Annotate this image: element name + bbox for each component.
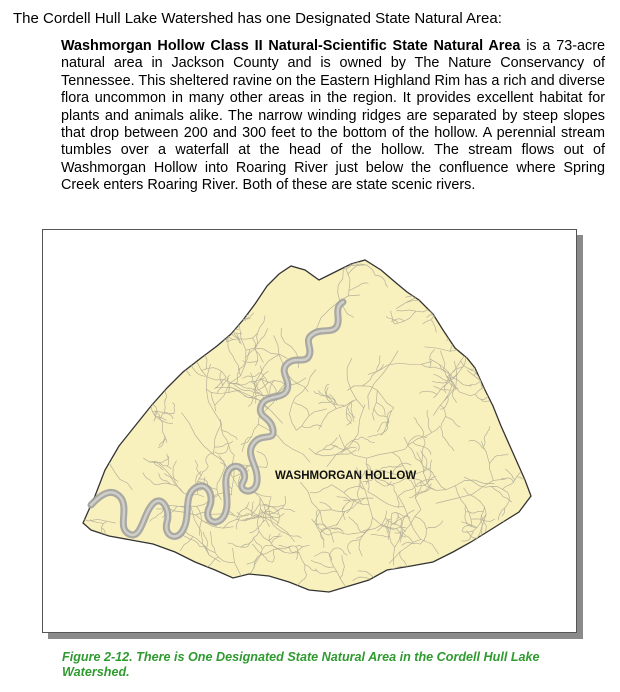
stream-line bbox=[520, 525, 532, 556]
stream-line bbox=[488, 349, 492, 390]
stream-line bbox=[486, 608, 497, 612]
natural-area-title: Washmorgan Hollow Class II Natural-Scientific State Natural Area bbox=[61, 38, 521, 54]
stream-line bbox=[446, 318, 500, 340]
stream-line bbox=[335, 616, 343, 634]
stream-line bbox=[491, 242, 505, 250]
stream-line bbox=[174, 579, 200, 601]
stream-line bbox=[178, 344, 191, 358]
stream-line bbox=[456, 277, 468, 288]
stream-line bbox=[464, 582, 479, 599]
stream-line bbox=[178, 606, 186, 629]
stream-line bbox=[442, 301, 456, 321]
stream-line bbox=[487, 599, 492, 611]
stream-line bbox=[452, 308, 455, 322]
stream-line bbox=[169, 565, 177, 583]
stream-line bbox=[162, 596, 187, 601]
stream-line bbox=[187, 612, 194, 634]
stream-line bbox=[145, 570, 149, 587]
stream-line bbox=[488, 260, 500, 280]
stream-line bbox=[156, 628, 176, 631]
stream-line bbox=[437, 265, 459, 270]
stream-line bbox=[424, 230, 478, 282]
stream-line bbox=[226, 300, 228, 323]
stream-line bbox=[101, 401, 113, 434]
intro-text: The Cordell Hull Lake Watershed has one Designated State Natural Area: bbox=[13, 10, 502, 27]
stream-line bbox=[474, 573, 482, 612]
stream-line bbox=[480, 268, 502, 276]
stream-line bbox=[166, 587, 200, 616]
stream-line bbox=[149, 553, 154, 569]
stream-line bbox=[470, 275, 495, 309]
stream-line bbox=[447, 264, 457, 306]
stream-line bbox=[414, 276, 426, 296]
stream-line bbox=[486, 560, 499, 571]
stream-line bbox=[217, 324, 231, 328]
stream-line bbox=[501, 376, 503, 396]
stream-line bbox=[501, 612, 513, 613]
stream-line bbox=[335, 241, 345, 258]
stream-line bbox=[494, 267, 530, 287]
stream-line bbox=[399, 574, 423, 607]
stream-line bbox=[223, 303, 246, 306]
stream-line bbox=[459, 295, 481, 301]
stream-line bbox=[209, 304, 221, 314]
stream-line bbox=[470, 271, 496, 305]
stream-line bbox=[197, 618, 202, 635]
natural-area-paragraph bbox=[61, 38, 605, 195]
stream-line bbox=[483, 267, 498, 284]
stream-line bbox=[433, 566, 444, 571]
stream-line bbox=[493, 254, 501, 268]
stream-line bbox=[482, 601, 494, 605]
stream-line bbox=[160, 285, 215, 336]
stream-line bbox=[177, 619, 196, 629]
stream-line bbox=[412, 569, 423, 576]
stream-line bbox=[111, 413, 124, 427]
stream-line bbox=[480, 596, 491, 614]
stream-line bbox=[348, 618, 366, 634]
stream-line bbox=[113, 547, 129, 553]
stream-line bbox=[444, 287, 458, 303]
stream-line bbox=[500, 557, 513, 571]
stream-line bbox=[455, 305, 463, 317]
stream-line bbox=[225, 609, 248, 634]
stream-line bbox=[495, 321, 505, 333]
stream-line bbox=[197, 578, 225, 634]
stream-line bbox=[530, 255, 545, 274]
stream-line bbox=[198, 630, 222, 634]
stream-line bbox=[161, 630, 167, 634]
stream-line bbox=[502, 521, 520, 524]
stream-line bbox=[184, 324, 191, 366]
stream-line bbox=[492, 316, 521, 323]
stream-line bbox=[457, 273, 470, 298]
stream-line bbox=[360, 592, 366, 615]
stream-line bbox=[122, 569, 138, 574]
stream-line bbox=[159, 616, 181, 622]
stream-line bbox=[485, 598, 486, 611]
natural-area-polygon bbox=[83, 260, 531, 592]
stream-line bbox=[474, 604, 483, 613]
stream-line bbox=[452, 271, 460, 290]
stream-line bbox=[71, 405, 92, 414]
stream-line bbox=[474, 348, 499, 376]
stream-line bbox=[437, 259, 459, 289]
stream-line bbox=[71, 373, 99, 404]
stream-line bbox=[491, 246, 494, 275]
stream-line bbox=[176, 610, 205, 630]
stream-line bbox=[420, 296, 442, 302]
stream-line bbox=[453, 268, 467, 285]
stream-line bbox=[352, 617, 375, 622]
stream-line bbox=[168, 291, 214, 296]
figure-caption: Figure 2-12. There is One Designated State Natural Area in the Cordell Hull Lake Watershed. bbox=[62, 650, 540, 679]
stream-line bbox=[452, 552, 468, 558]
stream-line bbox=[189, 594, 200, 634]
stream-line bbox=[486, 359, 522, 367]
stream-line bbox=[398, 592, 421, 596]
stream-line bbox=[79, 373, 83, 395]
stream-line bbox=[480, 602, 483, 613]
stream-line bbox=[491, 614, 504, 615]
stream-line bbox=[117, 561, 133, 567]
stream-line bbox=[444, 265, 460, 300]
stream-line bbox=[517, 275, 525, 289]
stream-line bbox=[518, 343, 541, 368]
stream-line bbox=[483, 235, 493, 246]
stream-line bbox=[111, 368, 131, 371]
stream-line bbox=[535, 346, 552, 351]
stream-line bbox=[489, 612, 501, 616]
stream-line bbox=[452, 273, 476, 275]
stream-line bbox=[434, 311, 448, 314]
stream-line bbox=[483, 267, 494, 273]
stream-line bbox=[139, 560, 147, 575]
stream-line bbox=[227, 319, 231, 334]
stream-line bbox=[330, 599, 356, 631]
stream-line bbox=[195, 592, 204, 614]
stream-line bbox=[458, 249, 468, 270]
watershed-map bbox=[43, 230, 578, 634]
stream-line bbox=[122, 333, 180, 367]
stream-line bbox=[468, 323, 486, 337]
stream-line bbox=[137, 555, 149, 564]
stream-line bbox=[414, 579, 417, 591]
stream-line bbox=[465, 582, 469, 593]
stream-line bbox=[482, 609, 502, 615]
stream-line bbox=[449, 551, 500, 606]
stream-line bbox=[215, 318, 237, 325]
stream-line bbox=[312, 610, 334, 617]
stream-line bbox=[490, 244, 496, 257]
figure-frame bbox=[42, 229, 577, 633]
stream-line bbox=[467, 557, 478, 571]
stream-line bbox=[68, 367, 144, 376]
stream-line bbox=[161, 601, 187, 632]
stream-line bbox=[197, 320, 217, 331]
stream-line bbox=[431, 304, 440, 313]
stream-line bbox=[224, 609, 231, 627]
stream-line bbox=[455, 588, 465, 595]
stream-line bbox=[510, 279, 524, 286]
stream-line bbox=[492, 362, 513, 369]
stream-line bbox=[218, 621, 253, 629]
stream-line bbox=[172, 577, 218, 634]
stream-line bbox=[168, 341, 189, 350]
stream-line bbox=[516, 316, 533, 321]
stream-line bbox=[521, 535, 531, 550]
stream-line bbox=[132, 569, 161, 576]
stream-line bbox=[505, 322, 509, 339]
stream-line bbox=[493, 365, 501, 383]
stream-line bbox=[473, 352, 486, 367]
stream-line bbox=[406, 588, 417, 595]
stream-line bbox=[538, 270, 551, 274]
stream-line bbox=[189, 613, 213, 616]
stream-line bbox=[488, 598, 492, 609]
stream-line bbox=[72, 374, 86, 391]
stream-line bbox=[519, 319, 530, 333]
stream-line bbox=[168, 329, 189, 337]
stream-line bbox=[460, 590, 472, 593]
stream-line bbox=[349, 589, 365, 604]
stream-line bbox=[180, 328, 188, 350]
natural-area-description: is a 73-acre natural area in Jackson County and is owned by The Nature Conservancy of Tennessee. This sheltered ravine on the Eastern Highland Rim has a rich and diverse flora uncommon in many other areas in the region. It provides excellent habitat for plants and animals alike. The narrow winding ridges are separated by steep slopes that drop between 200 and 300 feet to the bottom of the hollow. A perennial stream tumbles over a waterfall at the head of the hollow. The stream flows out of Washmorgan Hollow into Roaring River just below the confluence where Spring Creek enters Roaring River. Both of these are state scenic rivers. bbox=[61, 38, 606, 194]
stream-line bbox=[162, 613, 178, 625]
stream-line bbox=[245, 611, 265, 616]
stream-line bbox=[210, 319, 233, 322]
stream-line bbox=[457, 263, 476, 275]
stream-line bbox=[494, 285, 517, 299]
stream-line bbox=[496, 323, 504, 338]
map-label: WASHMORGAN HOLLOW bbox=[275, 470, 417, 482]
stream-line bbox=[489, 601, 497, 610]
stream-line bbox=[56, 398, 78, 404]
stream-line bbox=[369, 586, 386, 602]
stream-line bbox=[514, 552, 547, 562]
stream-line bbox=[486, 282, 495, 295]
stream-line bbox=[103, 402, 107, 421]
stream-line bbox=[498, 544, 558, 555]
stream-line bbox=[451, 273, 455, 296]
stream-line bbox=[487, 383, 498, 396]
stream-line bbox=[129, 552, 143, 579]
stream-line bbox=[191, 599, 195, 619]
stream-line bbox=[125, 360, 132, 396]
stream-line bbox=[478, 321, 500, 329]
stream-line bbox=[115, 576, 171, 580]
stream-line bbox=[539, 562, 556, 568]
stream-line bbox=[473, 345, 488, 358]
stream-line bbox=[491, 549, 505, 580]
stream-line bbox=[480, 278, 499, 290]
stream-line bbox=[482, 591, 488, 613]
stream-line bbox=[541, 268, 547, 281]
stream-line bbox=[481, 372, 516, 381]
stream-line bbox=[479, 560, 496, 564]
stream-line bbox=[219, 313, 231, 321]
stream-line bbox=[496, 345, 507, 361]
stream-line bbox=[411, 571, 433, 579]
